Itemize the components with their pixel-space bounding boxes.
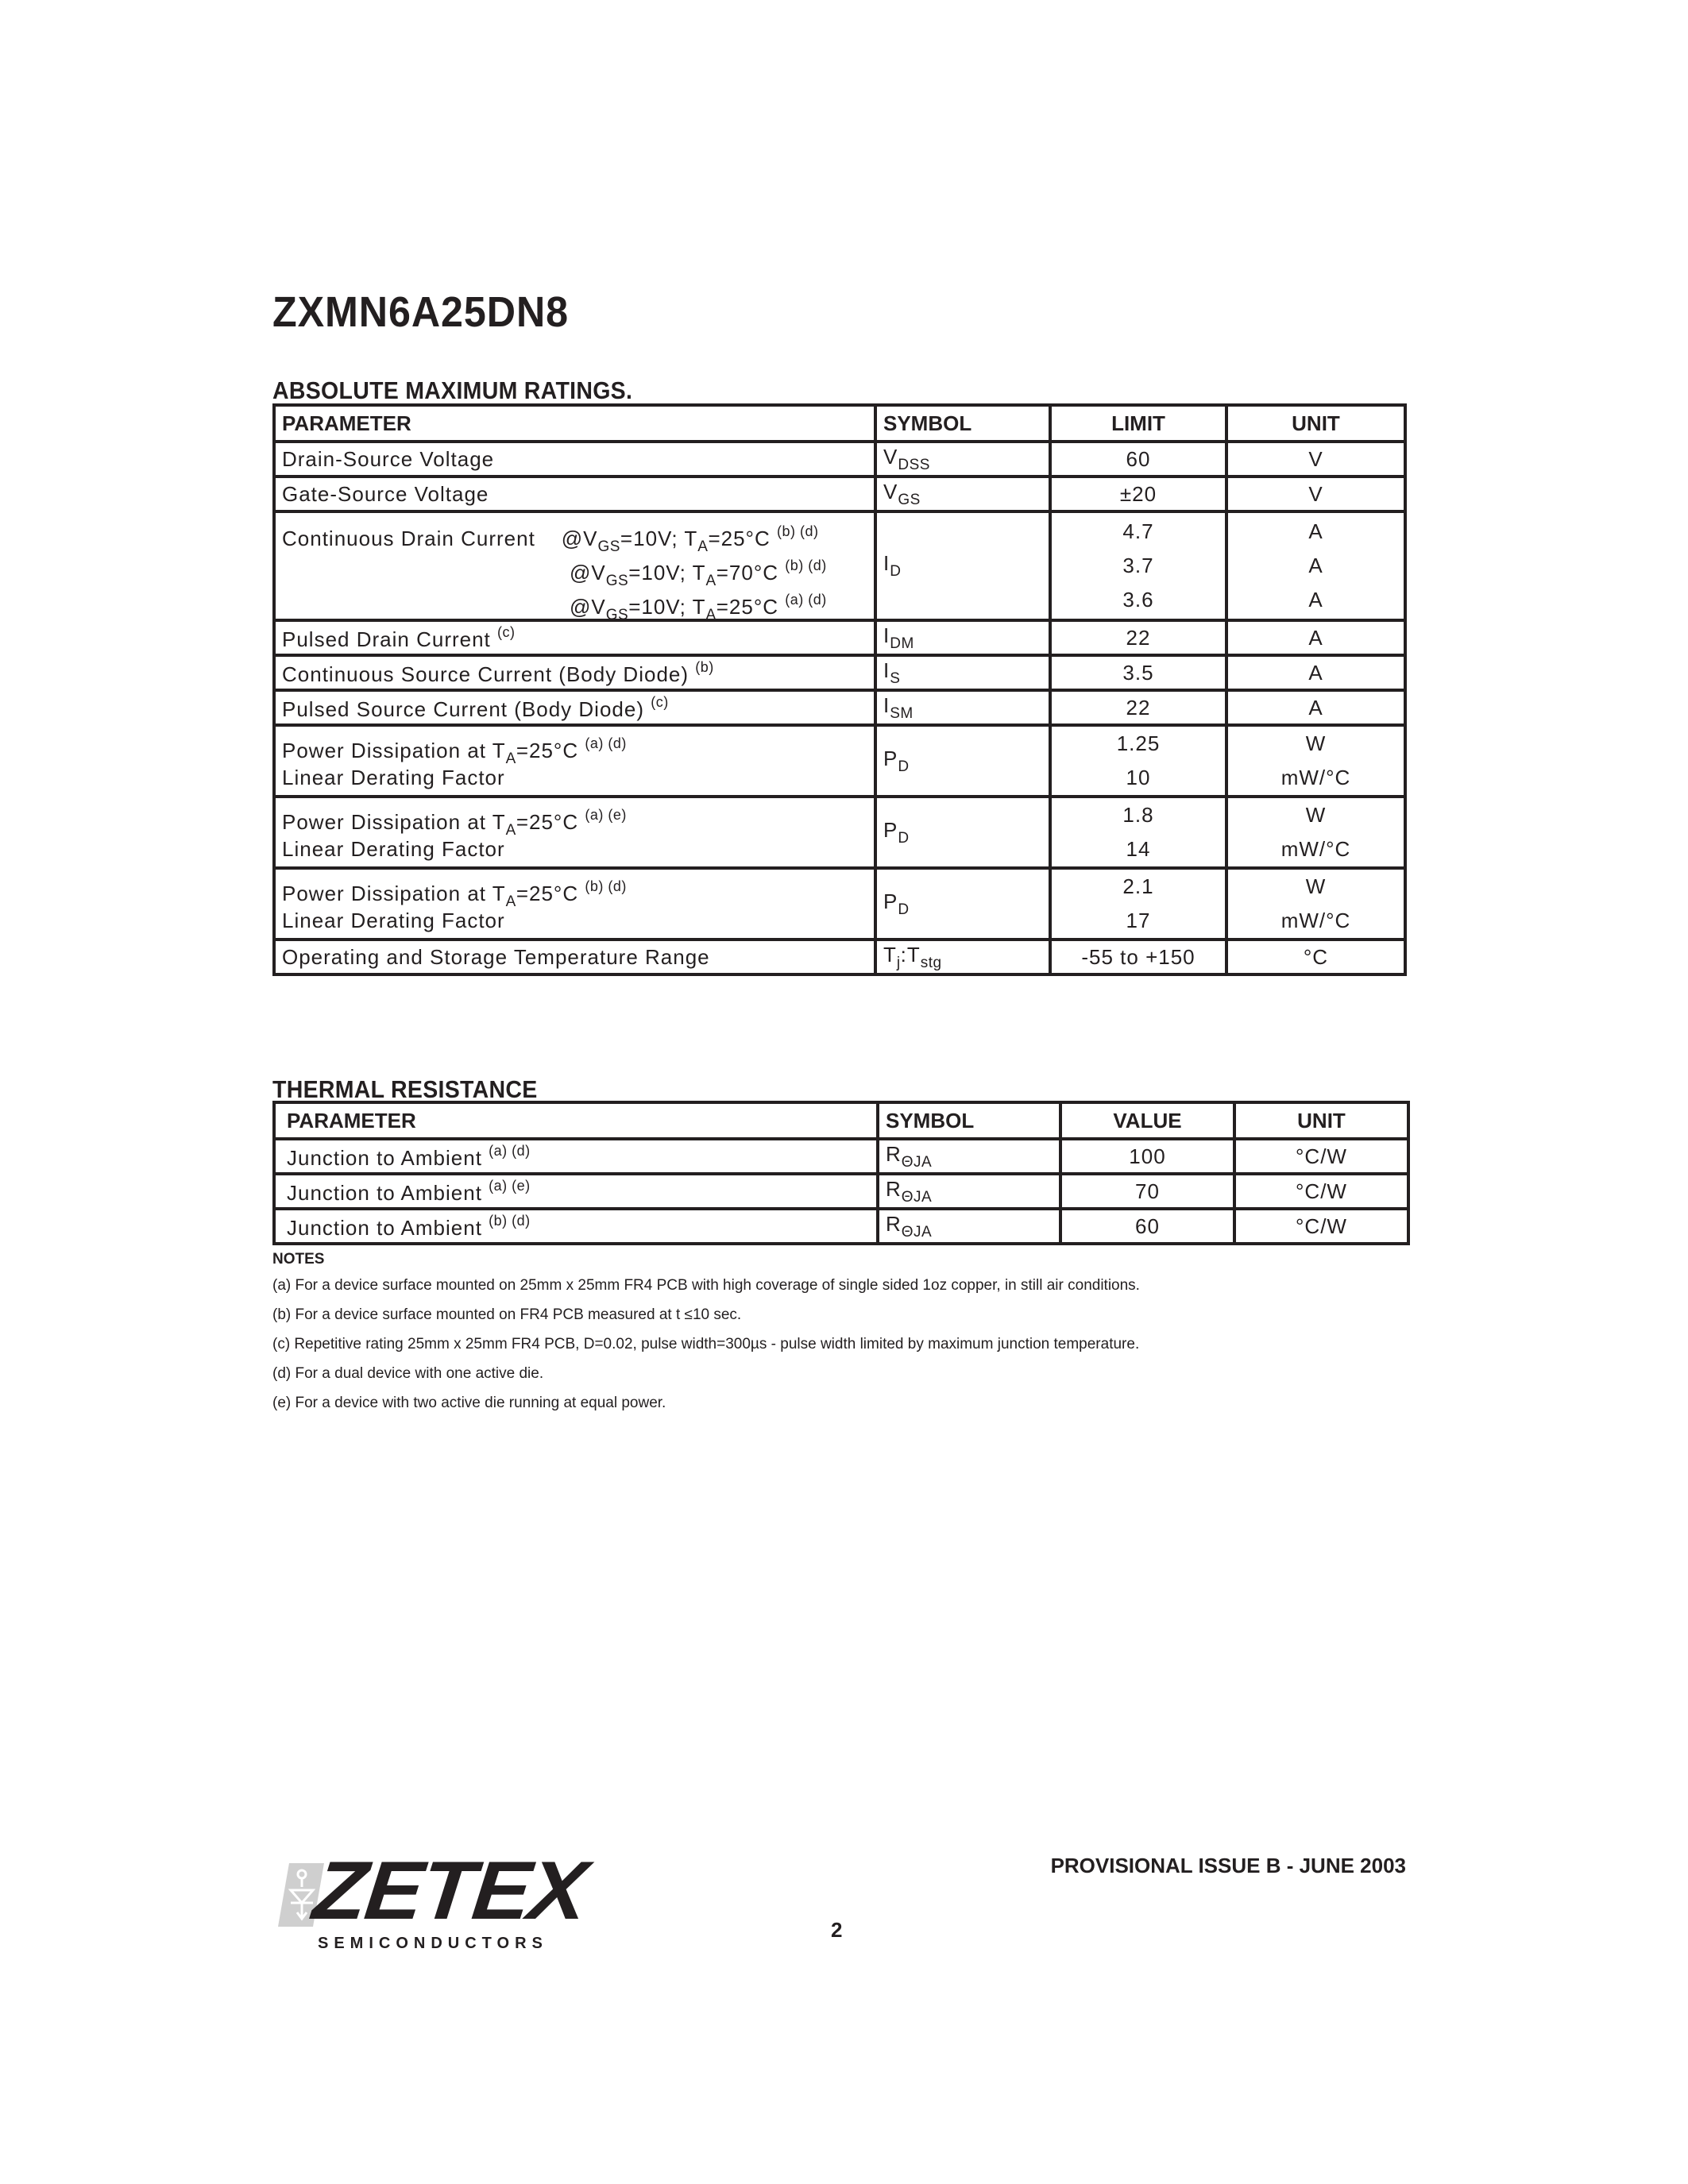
param-cell: Junction to Ambient $^{(a) (e)}$	[274, 1174, 878, 1209]
table-row	[274, 725, 1405, 797]
note-a: (a) For a device surface mounted on 25mm x 25mm FR4 PCB with high coverage of single sided 1oz copper, in still air conditions.	[272, 1277, 1140, 1294]
table-row	[274, 1209, 1408, 1244]
symbol-cell: $P_D$	[875, 868, 1050, 940]
unit-cell: V	[1226, 477, 1405, 511]
param-cell: Power Dissipation at $T_A=25^\circ C$ $^{(a) (d)}$ Linear Derating Factor	[274, 725, 875, 797]
unit-cell: W mW/°C	[1226, 868, 1405, 940]
symbol-cell: $P_D$	[875, 797, 1050, 868]
thermal-heading: THERMAL RESISTANCE	[272, 1075, 538, 1103]
symbol-cell: $I_D$	[875, 511, 1050, 620]
symbol-cell: $T_j:T_{stg}$	[875, 940, 1050, 974]
value-cell: 100	[1060, 1139, 1234, 1174]
unit-cell: A A A	[1226, 511, 1405, 620]
unit-cell: A	[1226, 620, 1405, 655]
col-header-parameter: PARAMETER	[274, 1102, 878, 1139]
param-cell: Continuous Drain Current $@V_{GS}=10V$; $T_A=25^\circ C$ $^{(b) (d)}$ $@V_{GS}=10V$; $T_A=70^\circ C$ $^{(b) (d)}$ $@V_{GS}=10V$; $T_A=25^\circ C$ $^{(a) (d)}$	[274, 511, 875, 620]
page-title: ZXMN6A25DN8	[272, 288, 570, 336]
abs-max-heading: ABSOLUTE MAXIMUM RATINGS.	[272, 376, 633, 404]
unit-cell: °C/W	[1234, 1139, 1408, 1174]
unit-cell: A	[1226, 690, 1405, 725]
table-row	[274, 1174, 1408, 1209]
note-c: (c) Repetitive rating 25mm x 25mm FR4 PCB, D=0.02, pulse width=300µs - pulse width limited by maximum junction temperature.	[272, 1336, 1140, 1352]
page-number: 2	[831, 1918, 843, 1942]
logo-tagline: SEMICONDUCTORS	[318, 1935, 548, 1952]
symbol-cell: $R_{\Theta JA}$	[878, 1174, 1060, 1209]
thermal-table	[272, 1101, 1410, 1245]
param-cell: Gate-Source Voltage	[274, 477, 875, 511]
param-cell: Pulsed Drain Current $^{(c)}$	[274, 620, 875, 655]
table-row	[274, 1139, 1408, 1174]
issue-label: PROVISIONAL ISSUE B - JUNE 2003	[1050, 1854, 1406, 1877]
symbol-cell: $V_{DSS}$	[875, 442, 1050, 477]
limit-cell: 22	[1050, 620, 1226, 655]
unit-cell: °C/W	[1234, 1209, 1408, 1244]
col-header-unit: UNIT	[1234, 1102, 1408, 1139]
limit-cell: 3.5	[1050, 655, 1226, 690]
symbol-cell: $R_{\Theta JA}$	[878, 1139, 1060, 1174]
limit-cell: 1.8 14	[1050, 797, 1226, 868]
table-row	[274, 620, 1405, 655]
param-cell: Drain-Source Voltage	[274, 442, 875, 477]
symbol-cell: $I_{SM}$	[875, 690, 1050, 725]
param-cell: Power Dissipation at $T_A=25^\circ C$ $^{(b) (d)}$ Linear Derating Factor	[274, 868, 875, 940]
table-row	[274, 477, 1405, 511]
unit-cell: W mW/°C	[1226, 797, 1405, 868]
unit-cell: °C/W	[1234, 1174, 1408, 1209]
unit-cell: A	[1226, 655, 1405, 690]
param-cell: Operating and Storage Temperature Range	[274, 940, 875, 974]
limit-cell: 60	[1050, 442, 1226, 477]
param-cell: Junction to Ambient $^{(b) (d)}$	[274, 1209, 878, 1244]
col-header-unit: UNIT	[1226, 405, 1405, 442]
notes-section	[272, 1248, 1464, 1418]
param-cell: Continuous Source Current (Body Diode) $^{(b)}$	[274, 655, 875, 690]
symbol-cell: $R_{\Theta JA}$	[878, 1209, 1060, 1244]
col-header-value: VALUE	[1060, 1102, 1234, 1139]
note-e: (e) For a device with two active die running at equal power.	[272, 1395, 666, 1411]
logo-wordmark: ZETEX	[309, 1845, 591, 1937]
symbol-cell: $I_{DM}$	[875, 620, 1050, 655]
limit-cell: 1.25 10	[1050, 725, 1226, 797]
col-header-limit: LIMIT	[1050, 405, 1226, 442]
col-header-symbol: SYMBOL	[878, 1102, 1060, 1139]
limit-cell: 22	[1050, 690, 1226, 725]
param-cell: Junction to Ambient $^{(a) (d)}$	[274, 1139, 878, 1174]
unit-cell: V	[1226, 442, 1405, 477]
abs-max-table	[272, 403, 1407, 976]
note-b: (b) For a device surface mounted on FR4 PCB measured at t ≤10 sec.	[272, 1306, 742, 1323]
table-row	[274, 511, 1405, 620]
notes-heading: NOTES	[272, 1251, 325, 1268]
value-cell: 60	[1060, 1209, 1234, 1244]
table-row	[274, 442, 1405, 477]
limit-cell: ±20	[1050, 477, 1226, 511]
symbol-cell: $I_S$	[875, 655, 1050, 690]
table-row	[274, 655, 1405, 690]
param-cell: Power Dissipation at $T_A=25^\circ C$ $^{(a) (e)}$ Linear Derating Factor	[274, 797, 875, 868]
col-header-parameter: PARAMETER	[274, 405, 875, 442]
unit-cell: °C	[1226, 940, 1405, 974]
col-header-symbol: SYMBOL	[875, 405, 1050, 442]
table-row	[274, 940, 1405, 974]
value-cell: 70	[1060, 1174, 1234, 1209]
limit-cell: -55 to +150	[1050, 940, 1226, 974]
note-d: (d) For a dual device with one active die.	[272, 1365, 544, 1382]
symbol-cell: $P_D$	[875, 725, 1050, 797]
table-row	[274, 797, 1405, 868]
table-row	[274, 690, 1405, 725]
table-header-row	[274, 1102, 1408, 1139]
param-cell: Pulsed Source Current (Body Diode) $^{(c)}$	[274, 690, 875, 725]
zetex-logo	[278, 1845, 591, 1958]
limit-cell: 4.7 3.7 3.6	[1050, 511, 1226, 620]
unit-cell: W mW/°C	[1226, 725, 1405, 797]
table-row	[274, 868, 1405, 940]
table-header-row	[274, 405, 1405, 442]
limit-cell: 2.1 17	[1050, 868, 1226, 940]
symbol-cell: $V_{GS}$	[875, 477, 1050, 511]
